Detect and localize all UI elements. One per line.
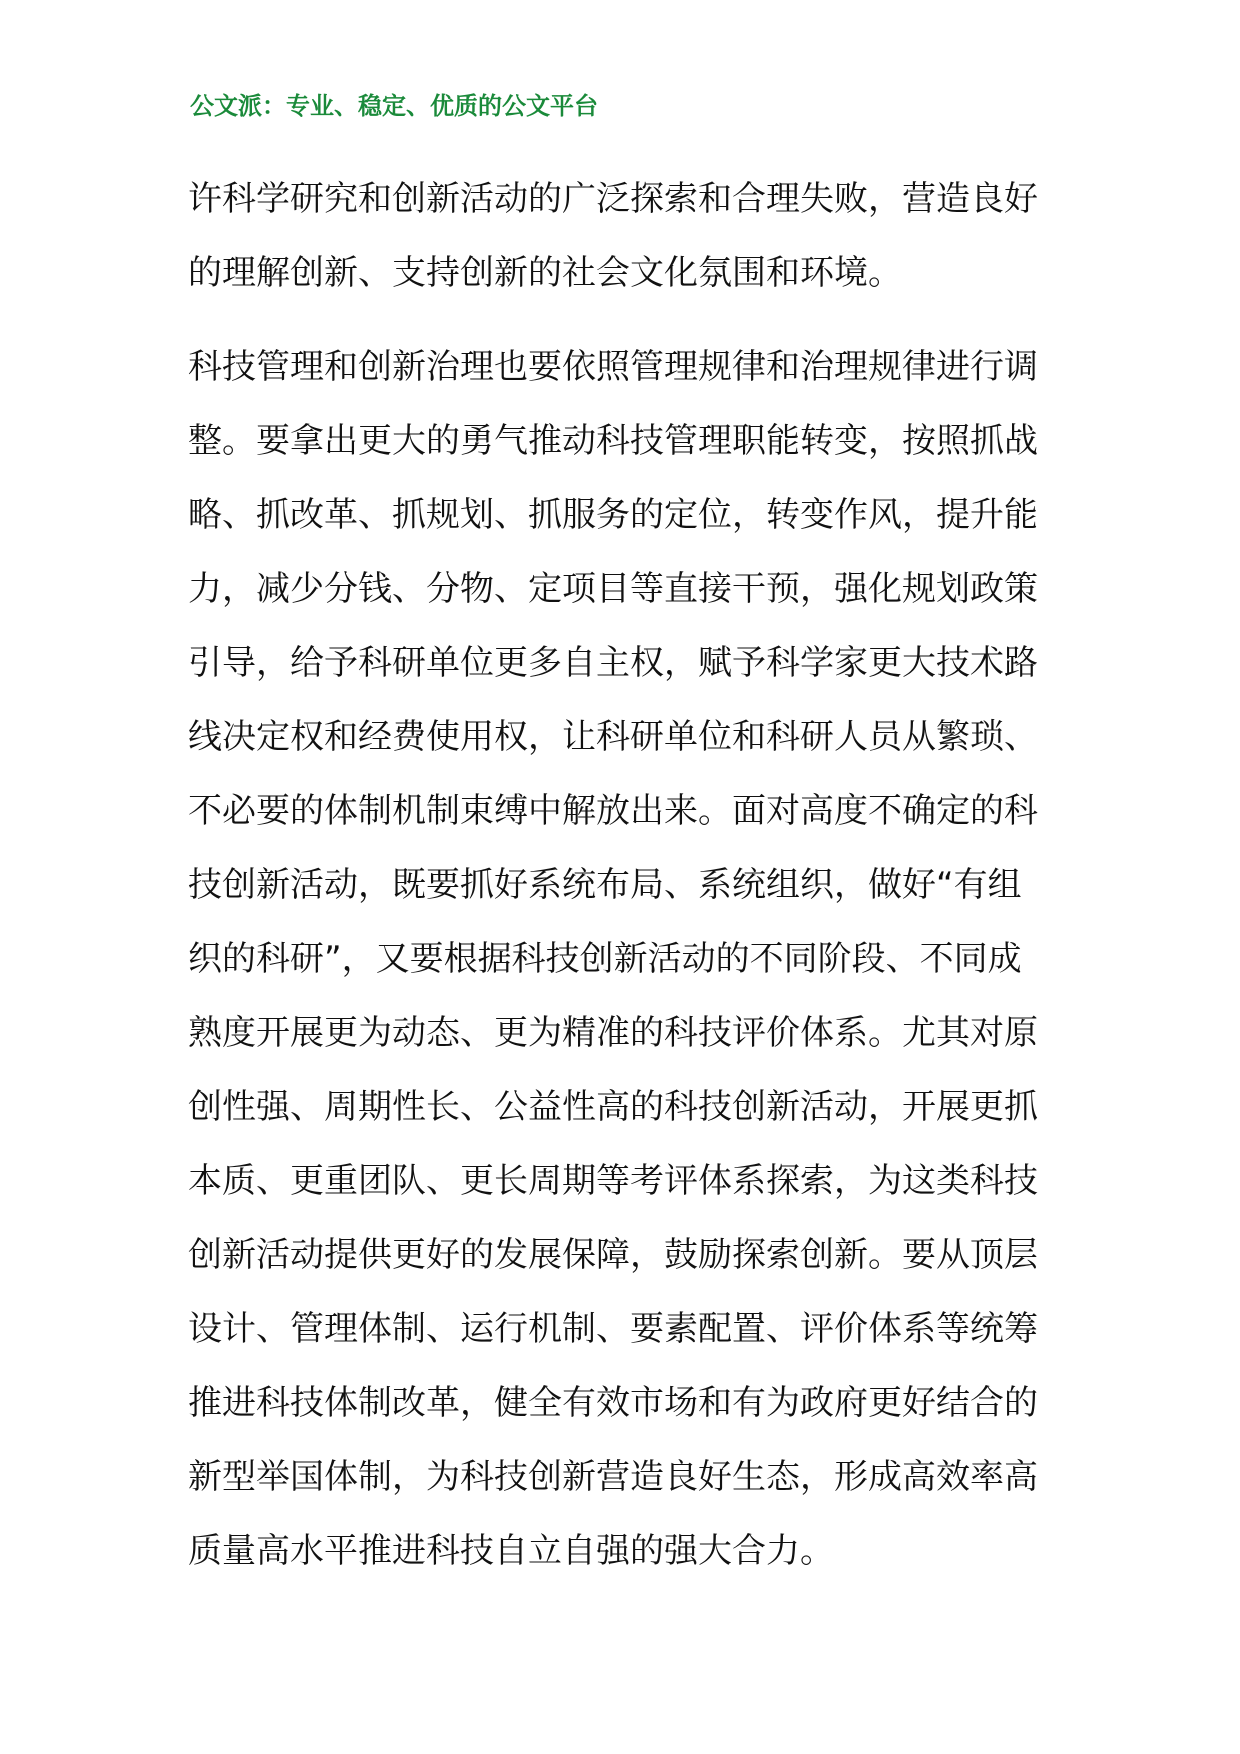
text-line: 力，减少分钱、分物、定项目等直接干预，强化规划政策 bbox=[188, 569, 1038, 609]
text-line: 略、抓改革、抓规划、抓服务的定位，转变作风，提升能 bbox=[188, 495, 1038, 535]
paragraph-1 bbox=[188, 162, 1068, 310]
text-line: 引导，给予科研单位更多自主权，赋予科学家更大技术路 bbox=[188, 643, 1038, 683]
text-line: 技创新活动，既要抓好系统布局、系统组织，做好“有组 bbox=[188, 865, 1022, 905]
paragraph-2 bbox=[188, 330, 1068, 1588]
text-line: 本质、更重团队、更长周期等考评体系探索，为这类科技 bbox=[188, 1161, 1038, 1201]
text-line: 线决定权和经费使用权，让科研单位和科研人员从繁琐、 bbox=[188, 717, 1038, 757]
text-line: 推进科技体制改革，健全有效市场和有为政府更好结合的 bbox=[188, 1383, 1038, 1423]
text-line: 的理解创新、支持创新的社会文化氛围和环境。 bbox=[188, 253, 902, 293]
text-line: 创性强、周期性长、公益性高的科技创新活动，开展更抓 bbox=[188, 1087, 1038, 1127]
text-line: 科技管理和创新治理也要依照管理规律和治理规律进行调 bbox=[188, 347, 1038, 387]
text-line: 不必要的体制机制束缚中解放出来。面对高度不确定的科 bbox=[188, 791, 1038, 831]
text-line: 创新活动提供更好的发展保障，鼓励探索创新。要从顶层 bbox=[188, 1235, 1038, 1275]
text-line: 设计、管理体制、运行机制、要素配置、评价体系等统筹 bbox=[188, 1309, 1038, 1349]
text-line: 许科学研究和创新活动的广泛探索和合理失败，营造良好 bbox=[188, 179, 1038, 219]
text-line: 熟度开展更为动态、更为精准的科技评价体系。尤其对原 bbox=[188, 1013, 1038, 1053]
text-line: 质量高水平推进科技自立自强的强大合力。 bbox=[188, 1531, 834, 1571]
text-line: 织的科研”，又要根据科技创新活动的不同阶段、不同成 bbox=[188, 939, 1022, 979]
text-line: 整。要拿出更大的勇气推动科技管理职能转变，按照抓战 bbox=[188, 421, 1038, 461]
text-line: 新型举国体制，为科技创新营造良好生态，形成高效率高 bbox=[188, 1457, 1038, 1497]
page-header-title: 公文派：专业、稳定、优质的公文平台 bbox=[190, 91, 598, 120]
